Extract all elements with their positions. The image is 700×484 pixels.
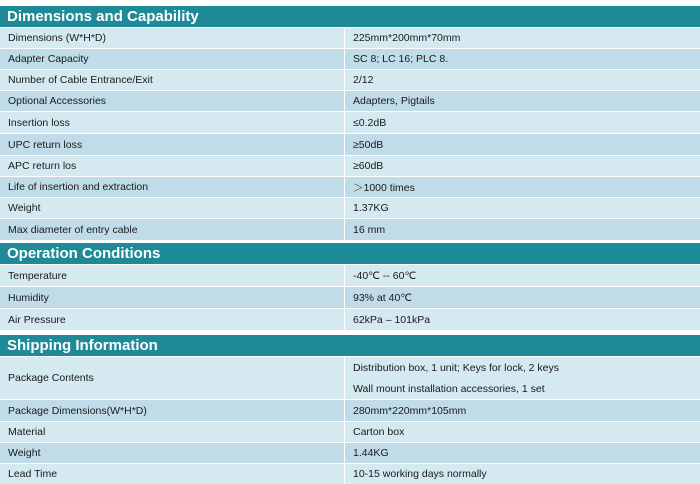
- spec-row-package-contents: [0, 356, 700, 399]
- spec-row-accessories: [0, 90, 700, 111]
- spec-label: Weight: [0, 443, 345, 463]
- spec-label: UPC return loss: [0, 134, 345, 155]
- spec-label: Max diameter of entry cable: [0, 219, 345, 240]
- section-header-operation: Operation Conditions: [0, 242, 700, 264]
- spec-row-package-dimensions: [0, 399, 700, 421]
- spec-value: 16 mm: [353, 223, 386, 236]
- spec-value: Carton box: [353, 426, 405, 438]
- spec-label: Life of insertion and extraction: [0, 177, 345, 197]
- spec-value: 93% at 40℃: [353, 291, 413, 304]
- spec-value: 2/12: [353, 74, 374, 86]
- spec-label: Number of Cable Entrance/Exit: [0, 70, 345, 90]
- spec-value: ≤0.2dB: [353, 116, 387, 129]
- spec-row-lead-time: [0, 463, 700, 484]
- spec-value: -40℃ -- 60℃: [353, 269, 417, 282]
- spec-value: 1.37KG: [353, 202, 389, 214]
- spec-value: ＞1000 times: [353, 181, 415, 194]
- spec-value: 280mm*220mm*105mm: [353, 404, 467, 417]
- spec-value: 225mm*200mm*70mm: [353, 32, 461, 44]
- spec-value: 62kPa – 101kPa: [353, 313, 431, 326]
- spec-row-temperature: [0, 264, 700, 286]
- spec-value-line: Wall mount installation accessories, 1 set: [353, 382, 545, 395]
- spec-label: Material: [0, 422, 345, 442]
- spec-label: Optional Accessories: [0, 91, 345, 111]
- spec-label: Adapter Capacity: [0, 49, 345, 69]
- spec-label: Package Contents: [0, 357, 345, 399]
- spec-row-max-cable-diameter: [0, 218, 700, 240]
- spec-value-line: Distribution box, 1 unit; Keys for lock, 2 keys: [353, 361, 560, 374]
- spec-row-shipping-weight: [0, 442, 700, 463]
- spec-row-apc-return-loss: [0, 155, 700, 176]
- section-header-dimensions: Dimensions and Capability: [0, 5, 700, 27]
- spec-label: Package Dimensions(W*H*D): [0, 400, 345, 421]
- spec-row-insertion-loss: [0, 111, 700, 133]
- spec-row-adapter-capacity: [0, 48, 700, 69]
- spec-label: Temperature: [0, 265, 345, 286]
- spec-label: Air Pressure: [0, 309, 345, 330]
- spec-row-dimensions: [0, 27, 700, 48]
- spec-value: [345, 357, 700, 399]
- spec-value: Adapters, Pigtails: [353, 95, 435, 107]
- spec-label: Weight: [0, 198, 345, 218]
- spec-row-air-pressure: [0, 308, 700, 330]
- spec-value: ≥50dB: [353, 138, 384, 151]
- spec-row-upc-return-loss: [0, 133, 700, 155]
- spec-row-humidity: [0, 286, 700, 308]
- spec-label: APC return los: [0, 156, 345, 176]
- spec-value: ≥60dB: [353, 160, 384, 172]
- spec-row-material: [0, 421, 700, 442]
- spec-row-insertion-life: [0, 176, 700, 197]
- spec-row-weight: [0, 197, 700, 218]
- spec-value: 10-15 working days normally: [353, 468, 487, 480]
- spec-row-cable-entrance: [0, 69, 700, 90]
- spec-label: Insertion loss: [0, 112, 345, 133]
- spec-value: 1.44KG: [353, 447, 389, 459]
- spec-label: Dimensions (W*H*D): [0, 28, 345, 48]
- spec-value: SC 8; LC 16; PLC 8.: [353, 53, 449, 65]
- section-header-shipping: Shipping Information: [0, 334, 700, 356]
- spec-label: Lead Time: [0, 464, 345, 484]
- spec-label: Humidity: [0, 287, 345, 308]
